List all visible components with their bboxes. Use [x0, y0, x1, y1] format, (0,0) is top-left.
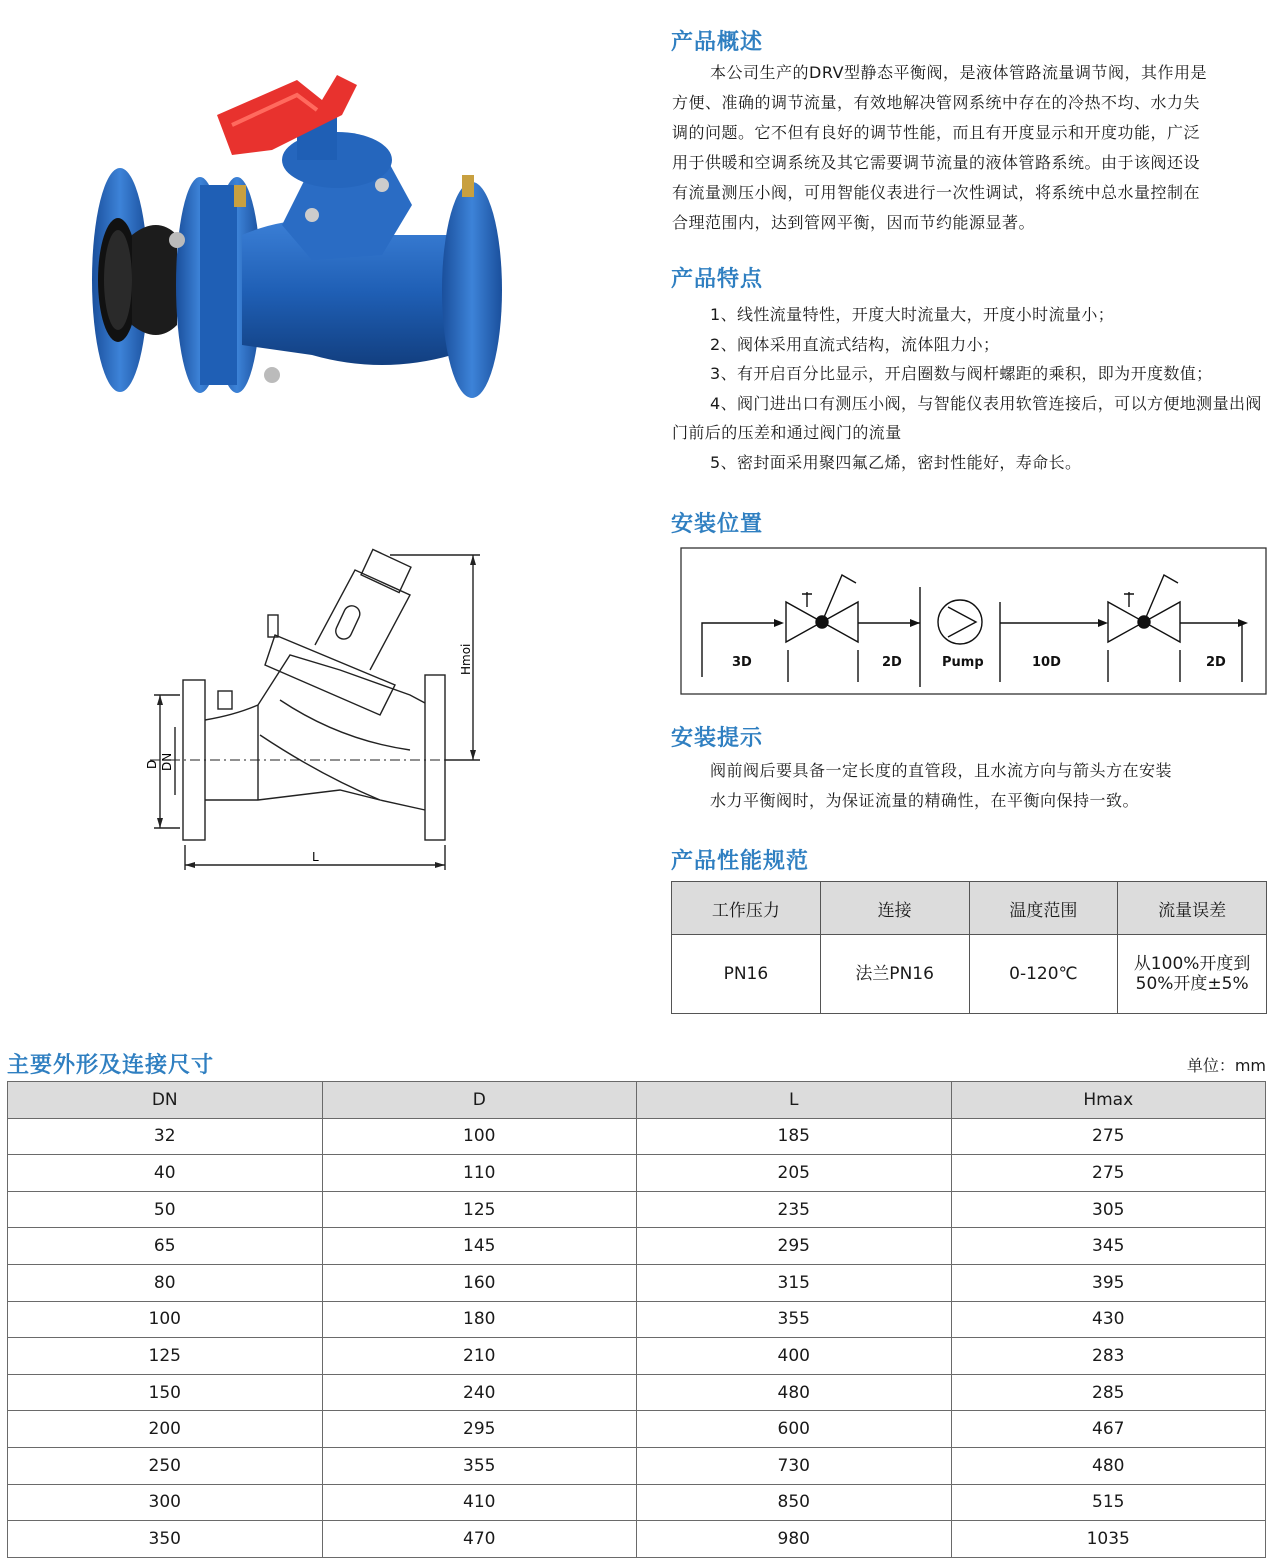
valve-photo — [82, 55, 522, 425]
spec-header: 流量误差 — [1118, 882, 1267, 935]
table-cell: 200 — [8, 1411, 323, 1448]
table-row — [8, 1484, 1266, 1521]
overview-line: 本公司生产的DRV型静态平衡阀，是液体管路流量调节阀，其作用是 — [710, 63, 1208, 82]
dim-hmax-label: Hmoi — [459, 643, 473, 675]
spec-header: 连接 — [820, 882, 969, 935]
table-cell: 275 — [951, 1118, 1266, 1155]
dims-header: DN — [8, 1082, 323, 1119]
table-row — [8, 1521, 1266, 1558]
dims-header: Hmax — [951, 1082, 1266, 1119]
spec-value: 从100%开度到 50%开度±5% — [1118, 935, 1267, 1014]
spec-value: PN16 — [672, 935, 821, 1014]
table-cell: 1035 — [951, 1521, 1266, 1558]
table-cell: 430 — [951, 1301, 1266, 1338]
table-cell: 40 — [8, 1155, 323, 1192]
table-cell: 80 — [8, 1264, 323, 1301]
table-cell: 470 — [322, 1521, 637, 1558]
feature-item: 4、阀门进出口有测压小阀，与智能仪表用软管连接后，可以方便地测量出阀门前后的压差和通过阀门的流量 — [672, 393, 1262, 442]
table-cell: 400 — [637, 1338, 952, 1375]
table-cell: 395 — [951, 1264, 1266, 1301]
table-cell: 250 — [8, 1447, 323, 1484]
table-cell: 850 — [637, 1484, 952, 1521]
table-row — [8, 1301, 1266, 1338]
table-cell: 65 — [8, 1228, 323, 1265]
table-cell: 305 — [951, 1191, 1266, 1228]
table-cell: 32 — [8, 1118, 323, 1155]
table-cell: 410 — [322, 1484, 637, 1521]
spec-value: 法兰PN16 — [820, 935, 969, 1014]
install-position-heading: 安装位置 — [671, 512, 764, 537]
table-row — [8, 1374, 1266, 1411]
table-cell: 350 — [8, 1521, 323, 1558]
dims-header: D — [322, 1082, 637, 1119]
table-cell: 180 — [322, 1301, 637, 1338]
label-10d: 10D — [1032, 655, 1061, 670]
label-pump: Pump — [942, 655, 984, 670]
install-diagram — [680, 547, 1268, 697]
table-cell: 145 — [322, 1228, 637, 1265]
spec-value: 0-120℃ — [969, 935, 1118, 1014]
table-cell: 100 — [8, 1301, 323, 1338]
table-cell: 980 — [637, 1521, 952, 1558]
table-row — [8, 1447, 1266, 1484]
label-2d-a: 2D — [882, 655, 902, 670]
table-cell: 275 — [951, 1155, 1266, 1192]
dim-dn-label: DN — [160, 752, 174, 771]
table-cell: 295 — [637, 1228, 952, 1265]
feature-item: 2、阀体采用直流式结构，流体阻力小； — [710, 334, 1000, 354]
features-heading: 产品特点 — [671, 267, 764, 292]
install-tips-text — [710, 756, 1270, 816]
table-cell: 467 — [951, 1411, 1266, 1448]
table-row — [8, 1264, 1266, 1301]
dimensions-body — [8, 1118, 1266, 1557]
table-cell: 730 — [637, 1447, 952, 1484]
dimensions-heading: 主要外形及连接尺寸 — [7, 1053, 215, 1078]
table-cell: 100 — [322, 1118, 637, 1155]
table-cell: 315 — [637, 1264, 952, 1301]
table-row — [8, 1118, 1266, 1155]
table-row — [8, 1338, 1266, 1375]
overview-text — [672, 58, 1270, 238]
table-row — [8, 1228, 1266, 1265]
overview-line: 用于供暖和空调系统及其它需要调节流量的液体管路系统。由于该阀还设 — [672, 153, 1201, 172]
overview-line: 合理范围内，达到管网平衡，因而节约能源显著。 — [672, 213, 1036, 232]
unit-label: 单位：mm — [1186, 1056, 1266, 1075]
table-row — [8, 1411, 1266, 1448]
overview-line: 方便、准确的调节流量，有效地解决管网系统中存在的冷热不均、水力失 — [672, 93, 1201, 112]
table-cell: 210 — [322, 1338, 637, 1375]
dims-header: L — [637, 1082, 952, 1119]
table-cell: 235 — [637, 1191, 952, 1228]
table-cell: 240 — [322, 1374, 637, 1411]
table-cell: 515 — [951, 1484, 1266, 1521]
features-list — [672, 300, 1268, 477]
table-cell: 150 — [8, 1374, 323, 1411]
performance-table — [671, 881, 1267, 1014]
spec-header: 工作压力 — [672, 882, 821, 935]
table-cell: 480 — [637, 1374, 952, 1411]
valve-drawing — [140, 545, 500, 885]
table-cell: 295 — [322, 1411, 637, 1448]
table-row — [8, 1191, 1266, 1228]
table-cell: 355 — [637, 1301, 952, 1338]
tips-line: 阀前阀后要具备一定长度的直管段，且水流方向与箭头方在安装 — [710, 761, 1173, 780]
overview-line: 调的问题。它不但有良好的调节性能，而且有开度显示和开度功能，广泛 — [672, 123, 1201, 142]
performance-heading: 产品性能规范 — [671, 849, 810, 874]
dimensions-table — [7, 1081, 1266, 1558]
table-cell: 283 — [951, 1338, 1266, 1375]
feature-item: 1、线性流量特性，开度大时流量大，开度小时流量小； — [710, 305, 1115, 324]
tips-line: 水力平衡阀时，为保证流量的精确性，在平衡向保持一致。 — [710, 791, 1140, 810]
feature-item: 3、有开启百分比显示，开启圈数与阀杆螺距的乘积，即为开度数值； — [710, 364, 1213, 383]
table-cell: 110 — [322, 1155, 637, 1192]
table-cell: 50 — [8, 1191, 323, 1228]
table-cell: 300 — [8, 1484, 323, 1521]
spec-header: 温度范围 — [969, 882, 1118, 935]
feature-item: 5、密封面采用聚四氟乙烯，密封性能好，寿命长。 — [710, 452, 1082, 472]
table-cell: 355 — [322, 1447, 637, 1484]
overview-heading: 产品概述 — [671, 30, 764, 55]
dim-l-label: L — [312, 850, 319, 864]
table-cell: 480 — [951, 1447, 1266, 1484]
table-cell: 185 — [637, 1118, 952, 1155]
label-2d-b: 2D — [1206, 655, 1226, 670]
table-row — [8, 1155, 1266, 1192]
table-cell: 125 — [322, 1191, 637, 1228]
dim-d-label: D — [145, 759, 159, 769]
overview-line: 有流量测压小阀，可用智能仪表进行一次性调试，将系统中总水量控制在 — [672, 183, 1201, 202]
table-cell: 205 — [637, 1155, 952, 1192]
table-cell: 285 — [951, 1374, 1266, 1411]
table-cell: 600 — [637, 1411, 952, 1448]
table-cell: 125 — [8, 1338, 323, 1375]
table-cell: 160 — [322, 1264, 637, 1301]
label-3d: 3D — [732, 655, 752, 670]
install-tips-heading: 安装提示 — [671, 726, 764, 751]
table-cell: 345 — [951, 1228, 1266, 1265]
